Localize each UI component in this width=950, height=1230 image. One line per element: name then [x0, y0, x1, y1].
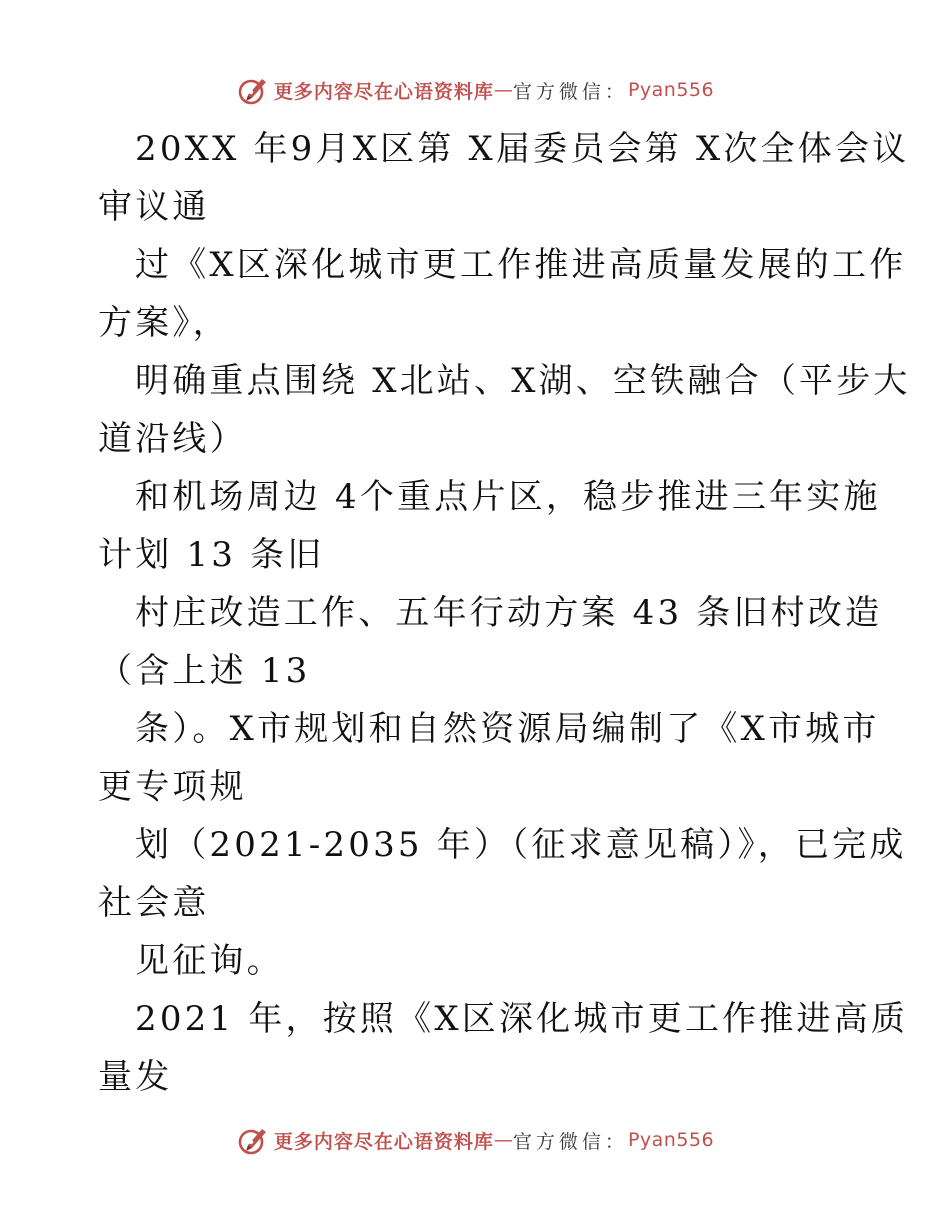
text-line: 方案》，	[98, 303, 230, 343]
banner-title: 更多内容尽在心语资料库	[273, 80, 494, 103]
banner-wechat-label: 官方微信：	[512, 80, 628, 103]
text-line: 社会意	[98, 883, 210, 923]
banner-wechat-id: Pyan556	[627, 1129, 715, 1151]
pen-nib-logo-icon	[236, 1123, 270, 1157]
text-line: 20XX 年9月X区第 X届委员会第 X次全体会议	[135, 129, 910, 169]
text-line: 审议通	[98, 187, 210, 227]
text-line: 见征询。	[135, 941, 284, 981]
text-line: 2021 年，按照《X区深化城市更工作推进高质	[135, 999, 909, 1039]
header-banner	[0, 70, 950, 110]
banner-wechat-id: Pyan556	[627, 79, 715, 101]
text-line: 过《X区深化城市更工作推进高质量发展的工作	[135, 245, 907, 285]
text-line: （含上述 13	[98, 651, 311, 691]
pen-nib-logo-icon	[236, 73, 270, 107]
banner-wechat-label: 官方微信：	[512, 1130, 628, 1153]
banner-title: 更多内容尽在心语资料库	[273, 1130, 494, 1153]
banner-dash: —	[493, 1129, 513, 1151]
text-line: 计划 13 条旧	[98, 535, 325, 575]
footer-banner	[0, 1120, 950, 1160]
document-body	[98, 120, 911, 1106]
text-line: 条）。X市规划和自然资源局编制了《X市城市	[135, 709, 880, 749]
text-line: 道沿线）	[98, 419, 247, 459]
text-line: 划（2021-2035 年）（征求意见稿）》，已完成	[135, 825, 907, 865]
text-line: 和机场周边 4个重点片区，稳步推进三年实施	[135, 477, 881, 517]
banner-dash: —	[493, 79, 513, 101]
text-line: 量发	[98, 1057, 173, 1097]
text-line: 更专项规	[98, 767, 247, 807]
text-line: 明确重点围绕 X北站、X湖、空铁融合（平步大	[135, 361, 911, 401]
text-line: 村庄改造工作、五年行动方案 43 条旧村改造	[135, 593, 883, 633]
